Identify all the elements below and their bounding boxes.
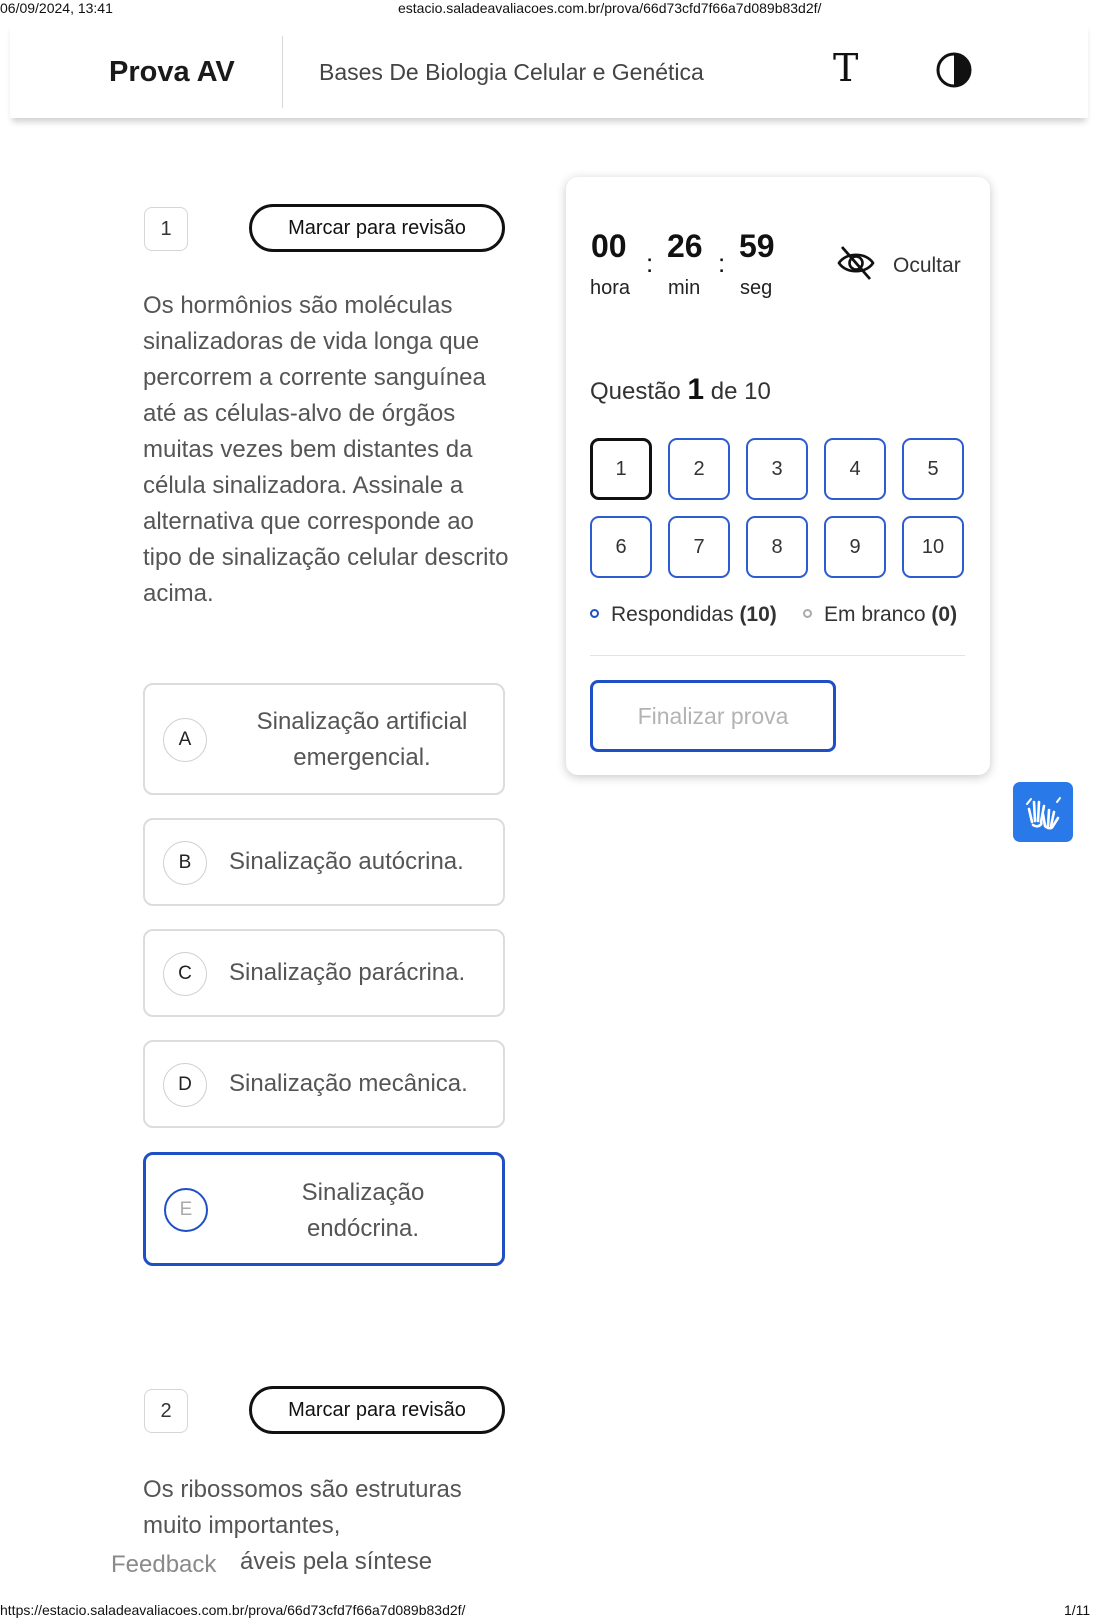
finish-exam-button[interactable]: Finalizar prova — [590, 680, 836, 752]
question-nav-1[interactable]: 1 — [590, 438, 652, 500]
legend-blank-label: Em branco — [824, 603, 926, 626]
option-text: Sinalização mecânica. — [229, 1070, 468, 1097]
timer-seconds: 59 — [739, 228, 775, 264]
question-text-line: muito importantes, — [143, 1512, 341, 1539]
option-d[interactable] — [143, 1040, 505, 1128]
eye-slash-icon[interactable] — [836, 243, 876, 283]
question-nav-9[interactable]: 9 — [824, 516, 886, 578]
option-e-selected[interactable] — [143, 1152, 505, 1266]
legend-answered — [590, 603, 777, 627]
option-text-line: endócrina. — [306, 1215, 420, 1242]
option-text-line: emergencial. — [293, 744, 431, 771]
question-nav-8[interactable]: 8 — [746, 516, 808, 578]
option-text: Sinalização parácrina. — [229, 959, 466, 986]
progress-current: 1 — [687, 373, 705, 406]
option-text-line: Sinalização artificial — [256, 708, 468, 735]
timer-minutes: 26 — [667, 228, 703, 264]
timer-separator: : — [646, 248, 654, 278]
blank-dot-icon — [803, 609, 812, 618]
sign-language-button[interactable] — [1013, 782, 1073, 842]
timer-separator: : — [718, 248, 726, 278]
print-datetime: 06/09/2024, 13:41 — [0, 0, 113, 16]
course-title: Bases De Biologia Celular e Genética — [319, 59, 704, 85]
progress-suffix: de 10 — [710, 378, 771, 405]
question-nav-7[interactable]: 7 — [668, 516, 730, 578]
contrast-icon[interactable] — [936, 52, 972, 88]
question-nav-5[interactable]: 5 — [902, 438, 964, 500]
feedback-tab[interactable]: Feedback — [111, 1551, 224, 1579]
hide-timer-button[interactable]: Ocultar — [893, 254, 961, 277]
mark-review-button[interactable]: Marcar para revisão — [249, 204, 505, 252]
option-letter: C — [163, 952, 207, 996]
question-nav-4[interactable]: 4 — [824, 438, 886, 500]
answered-dot-icon — [590, 609, 599, 618]
question-number: 2 — [144, 1389, 188, 1433]
legend-blank-count: (0) — [931, 603, 958, 626]
timer-seconds-label: seg — [740, 277, 773, 299]
option-letter: B — [163, 841, 207, 885]
option-c[interactable] — [143, 929, 505, 1017]
font-size-icon[interactable]: T — [833, 46, 859, 90]
legend-answered-label: Respondidas — [611, 603, 734, 626]
question-progress — [590, 373, 771, 407]
option-text: Sinalização autócrina. — [229, 848, 464, 875]
question-nav-2[interactable]: 2 — [668, 438, 730, 500]
brand-title: Prova AV — [109, 56, 235, 88]
option-letter: D — [163, 1063, 207, 1107]
option-letter: E — [164, 1188, 208, 1232]
print-header-url: estacio.saladeavaliacoes.com.br/prova/66d73cfd7f66a7d089b83d2f/ — [398, 0, 822, 16]
question-number: 1 — [144, 207, 188, 251]
option-b[interactable] — [143, 818, 505, 906]
panel-divider — [590, 655, 965, 656]
option-letter: A — [163, 718, 207, 762]
option-a[interactable] — [143, 683, 505, 795]
progress-prefix: Questão — [590, 378, 681, 405]
legend-blank — [803, 603, 957, 627]
question-nav-10[interactable]: 10 — [902, 516, 964, 578]
print-footer-url: https://estacio.saladeavaliacoes.com.br/prova/66d73cfd7f66a7d089b83d2f/ — [0, 1602, 466, 1618]
print-page-number: 1/11 — [1064, 1602, 1091, 1618]
question-nav-6[interactable]: 6 — [590, 516, 652, 578]
timer-hours: 00 — [591, 228, 627, 264]
sign-language-hands-icon — [1023, 792, 1063, 832]
timer-minutes-label: min — [668, 277, 701, 299]
mark-review-button[interactable]: Marcar para revisão — [249, 1386, 505, 1434]
timer-hours-label: hora — [590, 277, 631, 299]
header-divider — [282, 36, 283, 108]
question-nav-3[interactable]: 3 — [746, 438, 808, 500]
question-text-line: áveis pela síntese — [240, 1548, 433, 1575]
question-text: Os hormônios são moléculas sinalizadoras de vida longa que percorrem a corrente sanguínea até as células-alvo de órgãos muitas vezes bem distantes da célula sinalizadora. Assinale a alternativa que corresponde ao tipo de sinalização celular descrito acima. — [143, 292, 509, 607]
question-text-line: Os ribossomos são estruturas — [143, 1476, 462, 1503]
option-text-line: Sinalização — [301, 1179, 425, 1206]
legend-answered-count: (10) — [739, 603, 777, 626]
